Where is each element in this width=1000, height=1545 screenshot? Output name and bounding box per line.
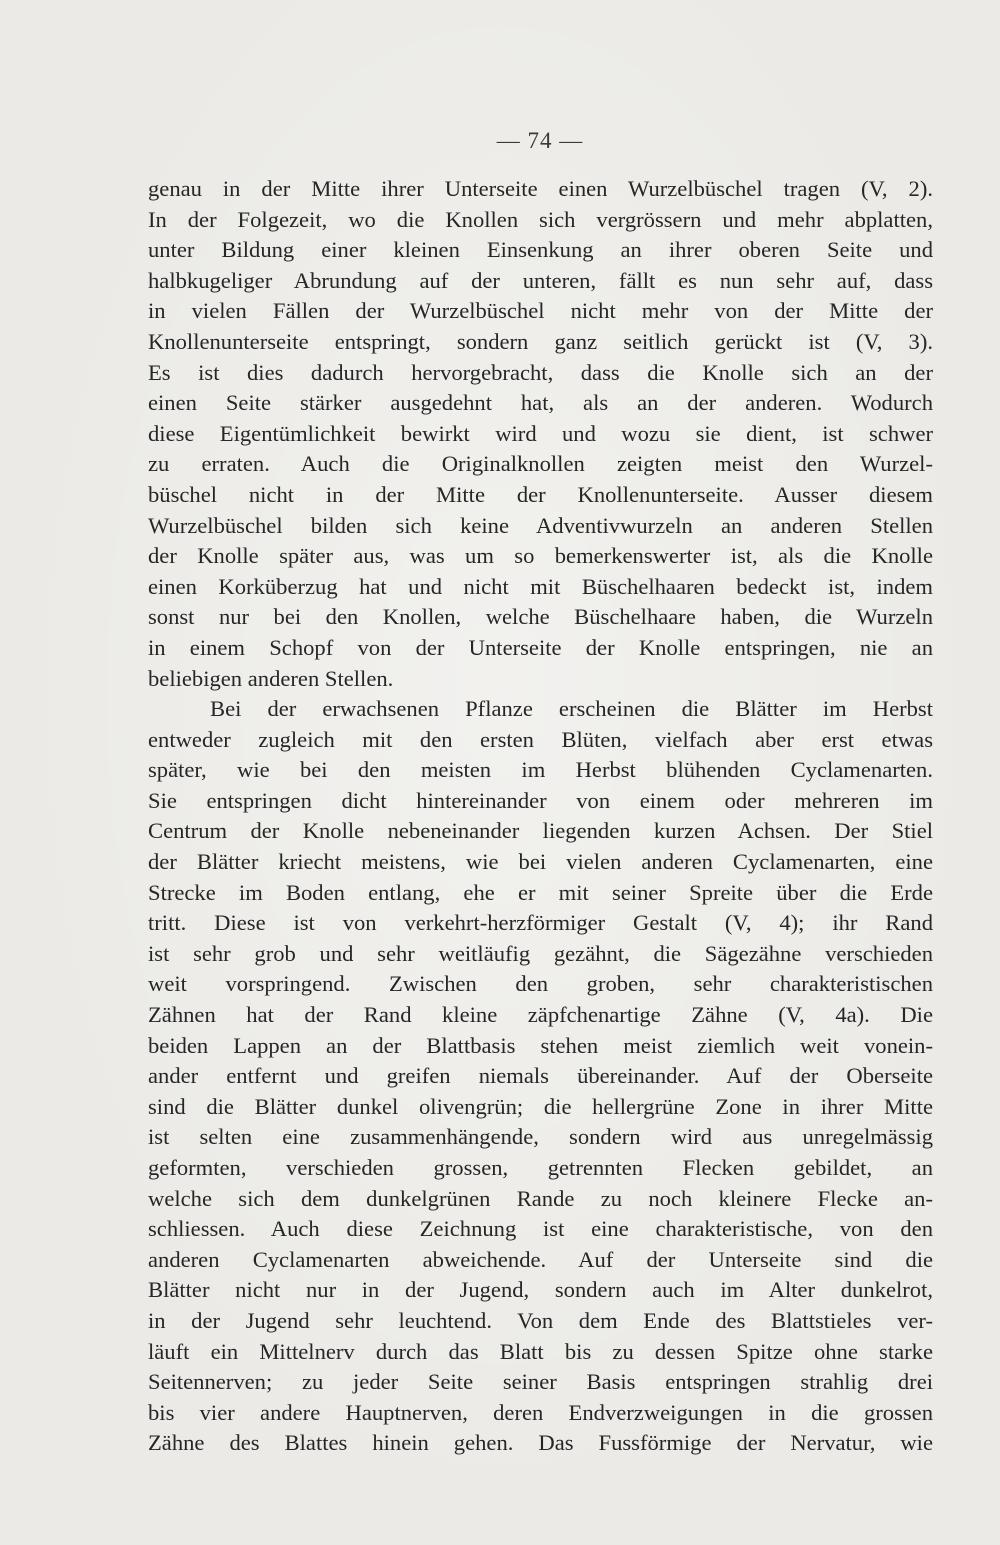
text-line: später, wie bei den meisten im Herbst blühenden Cyclamenarten. xyxy=(148,757,933,783)
text-line: Strecke im Boden entlang, ehe er mit seiner Spreite über die Erde xyxy=(148,879,933,905)
text-line: in vielen Fällen der Wurzelbüschel nicht mehr von der Mitte der xyxy=(148,298,933,324)
text-line: zu erraten. Auch die Originalknollen zeigten meist den Wurzel- xyxy=(148,451,933,477)
text-line: diese Eigentümlichkeit bewirkt wird und wozu sie dient, ist schwer xyxy=(148,420,933,446)
text-line: Knollenunterseite entspringt, sondern ganz seitlich gerückt ist (V, 3). xyxy=(148,328,933,354)
text-line: welche sich dem dunkelgrünen Rande zu noch kleinere Flecke an- xyxy=(148,1185,933,1211)
text-line: genau in der Mitte ihrer Unterseite einen Wurzelbüschel tragen (V, 2). xyxy=(148,176,933,201)
text-line: unter Bildung einer kleinen Einsenkung an ihrer oberen Seite und xyxy=(148,237,933,263)
text-line: der Blätter kriecht meistens, wie bei vielen anderen Cyclamenarten, eine xyxy=(148,849,933,875)
text-line: Es ist dies dadurch hervorgebracht, dass die Knolle sich an der xyxy=(148,359,933,385)
text-line: ist sehr grob und sehr weitläufig gezähnt, die Sägezähne verschieden xyxy=(148,940,933,966)
text-line: tritt. Diese ist von verkehrt-herzförmiger Gestalt (V, 4); ihr Rand xyxy=(148,910,933,936)
text-line: Seitennerven; zu jeder Seite seiner Basis entspringen strahlig drei xyxy=(148,1369,933,1395)
text-line: einen Seite stärker ausgedehnt hat, als an der anderen. Wodurch xyxy=(148,390,933,416)
text-line: weit vorspringend. Zwischen den groben, sehr charakteristischen xyxy=(148,971,933,997)
text-line: Sie entspringen dicht hintereinander von einem oder mehreren im xyxy=(148,787,933,813)
text-line: Wurzelbüschel bilden sich keine Adventivwurzeln an anderen Stellen xyxy=(148,512,933,538)
text-line: der Knolle später aus, was um so bemerkenswerter ist, als die Knolle xyxy=(148,543,933,569)
text-line: in einem Schopf von der Unterseite der Knolle entspringen, nie an xyxy=(148,634,933,660)
text-line: In der Folgezeit, wo die Knollen sich vergrössern und mehr abplatten, xyxy=(148,206,933,232)
body-text xyxy=(148,174,933,1459)
text-line: Centrum der Knolle nebeneinander liegenden kurzen Achsen. Der Stiel xyxy=(148,818,933,844)
page-number: — 74 — xyxy=(496,128,584,153)
text-line: in der Jugend sehr leuchtend. Von dem Ende des Blattstieles ver- xyxy=(148,1307,933,1333)
text-line: anderen Cyclamenarten abweichende. Auf der Unterseite sind die xyxy=(148,1246,933,1272)
text-line: sind die Blätter dunkel olivengrün; die hellergrüne Zone in ihrer Mitte xyxy=(148,1093,933,1119)
text-line: halbkugeliger Abrundung auf der unteren, fällt es nun sehr auf, dass xyxy=(148,267,933,293)
text-line: sonst nur bei den Knollen, welche Büschelhaare haben, die Wurzeln xyxy=(148,604,933,630)
paragraph-end-line: beliebigen anderen Stellen. xyxy=(148,665,394,691)
text-line: geformten, verschieden grossen, getrennten Flecken gebildet, an xyxy=(148,1155,933,1180)
text-line: beiden Lappen an der Blattbasis stehen meist ziemlich weit vonein- xyxy=(148,1032,933,1058)
text-line: büschel nicht in der Mitte der Knollenunterseite. Ausser diesem xyxy=(148,481,933,507)
text-line: läuft ein Mittelnerv durch das Blatt bis zu dessen Spitze ohne starke xyxy=(148,1338,933,1364)
text-line: schliessen. Auch diese Zeichnung ist eine charakteristische, von den xyxy=(148,1216,933,1242)
text-line: entweder zugleich mit den ersten Blüten, vielfach aber erst etwas xyxy=(148,726,933,752)
text-line: Zähne des Blattes hinein gehen. Das Fussförmige der Nervatur, wie xyxy=(148,1430,933,1456)
text-line: Blätter nicht nur in der Jugend, sondern auch im Alter dunkelrot, xyxy=(148,1277,933,1303)
paragraph-start-line: Bei der erwachsenen Pflanze erscheinen die Blätter im Herbst xyxy=(210,696,933,722)
text-line: ist selten eine zusammenhängende, sondern wird aus unregelmässig xyxy=(148,1124,933,1150)
text-line: einen Korküberzug hat und nicht mit Büschelhaaren bedeckt ist, indem xyxy=(148,573,933,599)
text-line: Zähnen hat der Rand kleine zäpfchenartige Zähne (V, 4a). Die xyxy=(148,1002,933,1028)
text-line: ander entfernt und greifen niemals übereinander. Auf der Oberseite xyxy=(148,1063,933,1089)
text-line: bis vier andere Hauptnerven, deren Endverzweigungen in die grossen xyxy=(148,1399,933,1425)
